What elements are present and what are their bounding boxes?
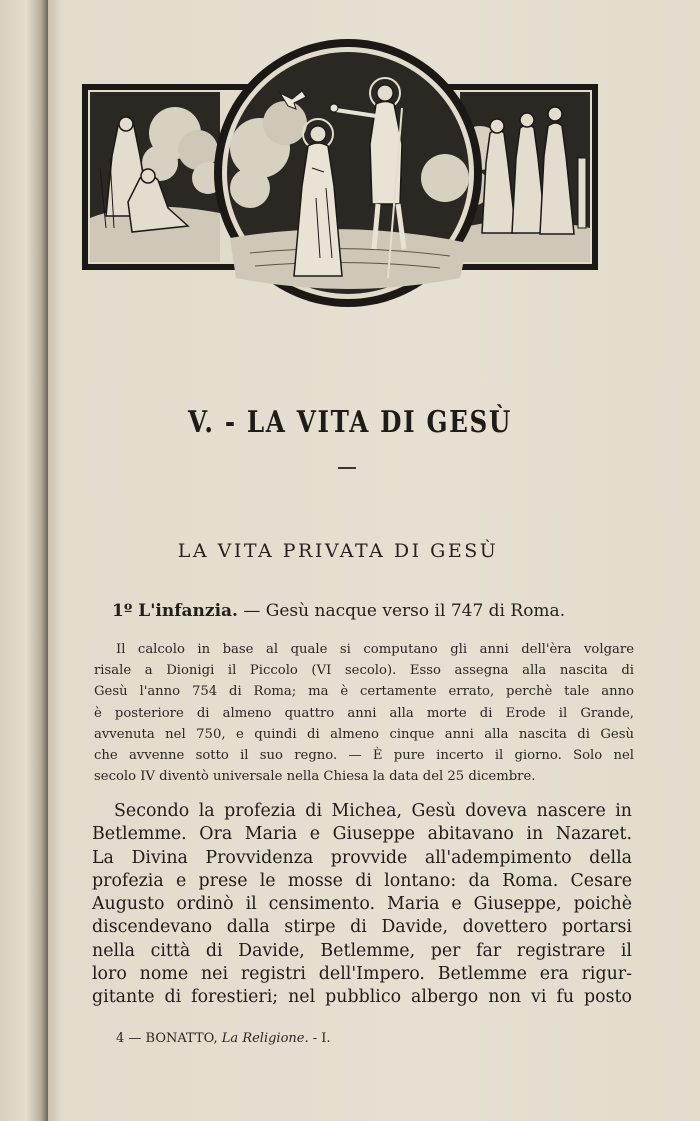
note-line: secolo IV diventò universale nella Chiesa la data del 25 dicembre. [94,769,536,785]
page-footer [116,1031,616,1046]
section-title: LA VITA PRIVATA DI GESÙ [177,540,499,562]
note-line: Il calcolo in base al quale si computano gli anni dell'èra volgare [116,642,634,657]
footer-book-title: La Religione. [221,1031,309,1046]
body-line: gitante di forestieri; nel pubblico albergo non vi fu posto [92,987,632,1008]
body-text [92,800,632,1010]
title-separator [338,467,356,469]
left-panel-scene [90,92,224,262]
heading-text: — Gesù nacque verso il 747 di Roma. [237,601,566,621]
body-line: Secondo la profezia di Michea, Gesù doveva nascere in [114,801,632,821]
note-line: che avvenne sotto il suo regno. — È pure incerto il giorno. Solo nel [94,748,634,764]
body-line: nella città di Davide, Betlemme, per far registrare il [92,940,632,961]
footer-volume: - I. [308,1031,331,1046]
body-line: La Divina Provvidenza provvide all'adempimento della [92,847,632,868]
note-line: avvenuta nel 750, e quindi di almeno cinque anni alla nascita di Gesù [94,726,634,742]
chapter-title: V. - LA VITA DI GESÙ [187,405,513,440]
heading-label: 1º L'infanzia. [112,601,238,621]
note-line: Gesù l'anno 754 di Roma; ma è certamente errato, perchè tale anno [94,684,634,700]
footnote-block [94,639,634,787]
note-line: è posteriore di almeno quattro anni alla morte di Erode il Grande, [94,705,634,721]
paragraph-heading [112,601,632,621]
body-line: profezia e prese le mosse di lontano: da Roma. Cesare [92,870,632,891]
body-line: discendevano dalla stirpe di Davide, dovettero portarsi [92,917,632,938]
body-line: loro nome nei registri dell'Impero. Betlemme era rigur- [92,964,632,985]
body-line: Augusto ordinò il censimento. Maria e Giuseppe, poichè [92,894,632,915]
footer-signature: 4 — BONATTO, [116,1031,222,1046]
baptism-engraving [80,38,600,308]
note-line: risale a Dionigi il Piccolo (VI secolo). Esso assegna alla nascita di [94,663,634,679]
body-line: Betlemme. Ora Maria e Giuseppe abitavano in Nazaret. [92,824,632,845]
